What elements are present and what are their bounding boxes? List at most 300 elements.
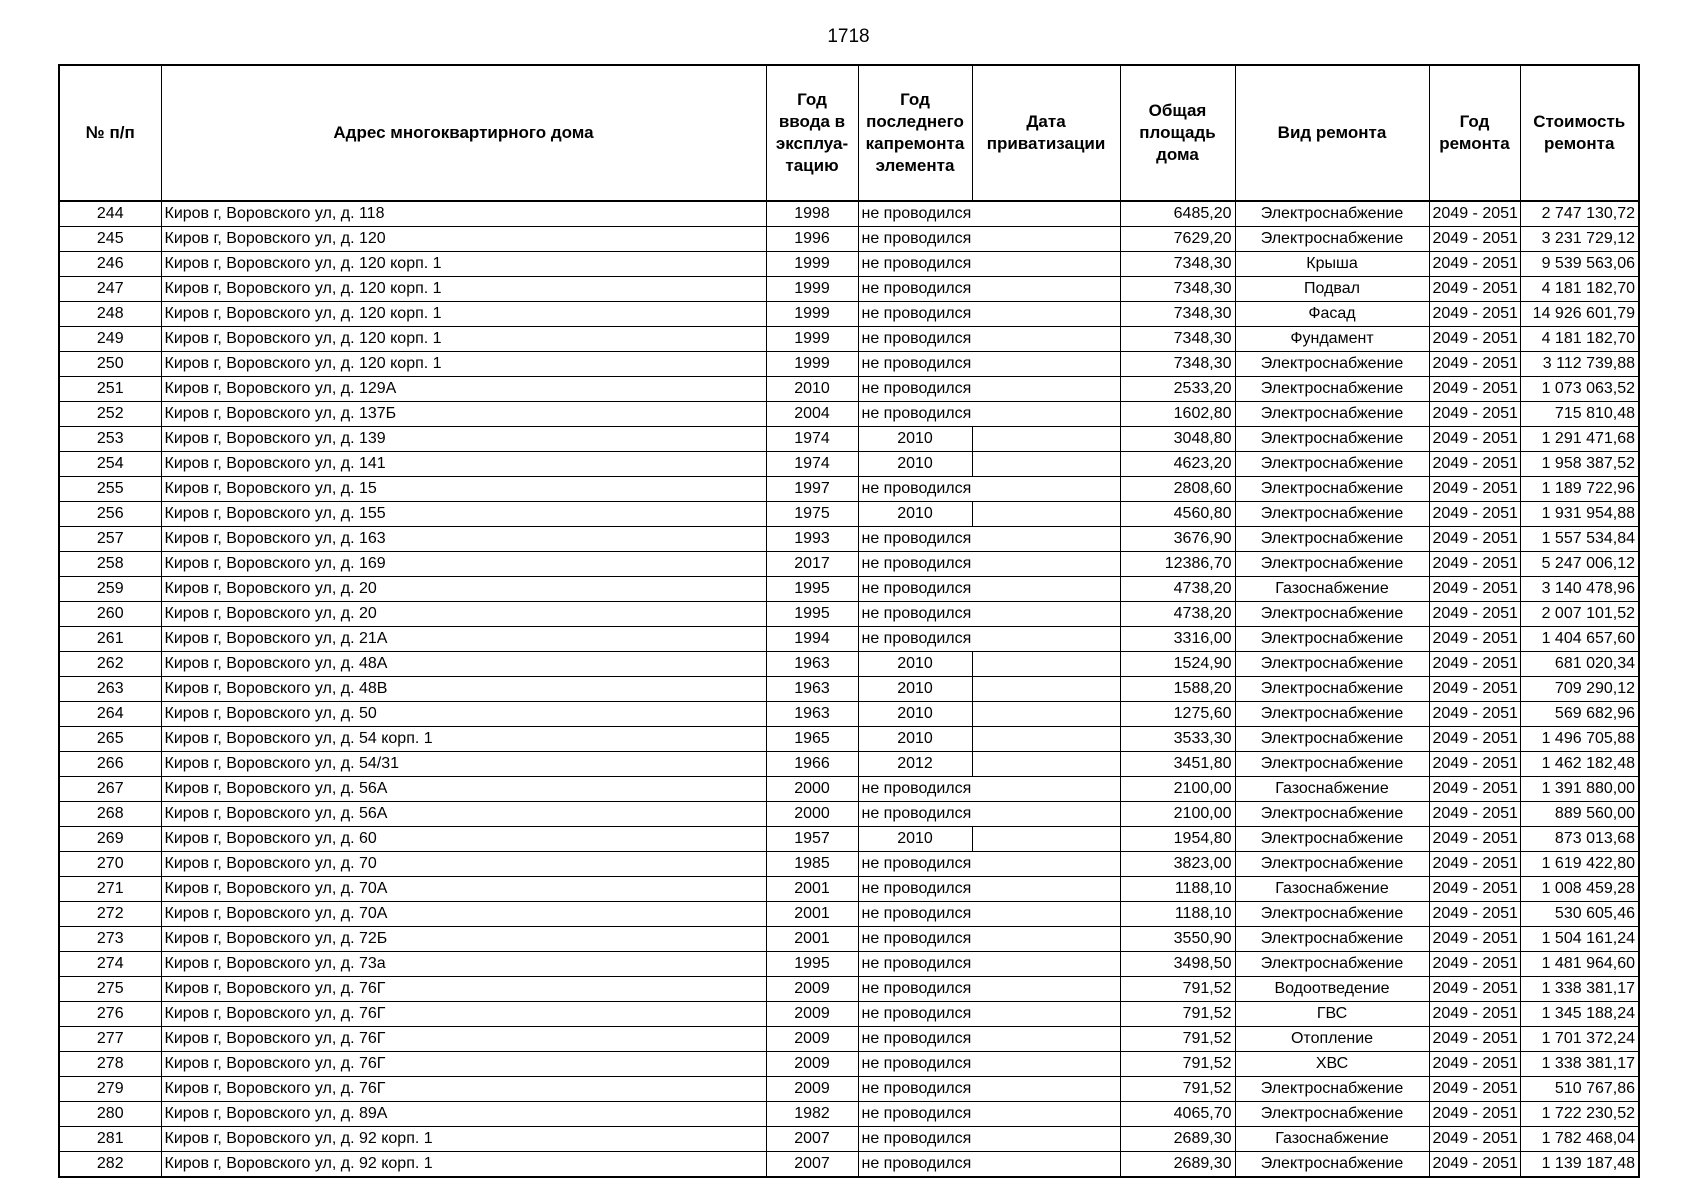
- cell-area: 2100,00: [1120, 777, 1235, 802]
- cell-year-built: 2007: [766, 1127, 858, 1152]
- cell-last-repair: не проводился: [858, 927, 972, 952]
- cell-privatization: [972, 477, 1120, 502]
- cell-num: 270: [59, 852, 161, 877]
- cell-cost: 1 139 187,48: [1520, 1152, 1639, 1178]
- cell-address: Киров г, Воровского ул, д. 76Г: [161, 1027, 766, 1052]
- cell-address: Киров г, Воровского ул, д. 76Г: [161, 977, 766, 1002]
- table-row: [59, 1152, 1639, 1178]
- cell-area: 12386,70: [1120, 552, 1235, 577]
- cell-last-repair: не проводился: [858, 552, 972, 577]
- table-row: [59, 652, 1639, 677]
- cell-last-repair: не проводился: [858, 902, 972, 927]
- cell-area: 4738,20: [1120, 602, 1235, 627]
- cell-cost: 1 557 534,84: [1520, 527, 1639, 552]
- cell-num: 281: [59, 1127, 161, 1152]
- cell-privatization: [972, 852, 1120, 877]
- cell-repair-year: 2049 - 2051: [1429, 1077, 1520, 1102]
- cell-repair-type: Подвал: [1235, 277, 1429, 302]
- cell-area: 7348,30: [1120, 302, 1235, 327]
- cell-repair-type: Электроснабжение: [1235, 477, 1429, 502]
- cell-address: Киров г, Воровского ул, д. 155: [161, 502, 766, 527]
- cell-repair-year: 2049 - 2051: [1429, 602, 1520, 627]
- cell-last-repair: 2010: [858, 727, 972, 752]
- cell-privatization: [972, 1152, 1120, 1178]
- cell-address: Киров г, Воровского ул, д. 120 корп. 1: [161, 277, 766, 302]
- cell-cost: 2 747 130,72: [1520, 201, 1639, 227]
- cell-repair-year: 2049 - 2051: [1429, 752, 1520, 777]
- cell-year-built: 1994: [766, 627, 858, 652]
- table-row: [59, 877, 1639, 902]
- table-row: [59, 427, 1639, 452]
- cell-cost: 1 504 161,24: [1520, 927, 1639, 952]
- cell-num: 247: [59, 277, 161, 302]
- cell-privatization: [972, 1002, 1120, 1027]
- cell-address: Киров г, Воровского ул, д. 92 корп. 1: [161, 1152, 766, 1178]
- cell-privatization: [972, 902, 1120, 927]
- cell-area: 791,52: [1120, 1077, 1235, 1102]
- cell-repair-year: 2049 - 2051: [1429, 302, 1520, 327]
- cell-repair-type: Газоснабжение: [1235, 1127, 1429, 1152]
- cell-cost: 5 247 006,12: [1520, 552, 1639, 577]
- cell-address: Киров г, Воровского ул, д. 118: [161, 201, 766, 227]
- cell-area: 2689,30: [1120, 1127, 1235, 1152]
- table-row: [59, 552, 1639, 577]
- cell-privatization: [972, 352, 1120, 377]
- cell-cost: 709 290,12: [1520, 677, 1639, 702]
- table-row: [59, 377, 1639, 402]
- table-row: [59, 727, 1639, 752]
- cell-last-repair: не проводился: [858, 302, 972, 327]
- cell-num: 272: [59, 902, 161, 927]
- cell-address: Киров г, Воровского ул, д. 54/31: [161, 752, 766, 777]
- cell-area: 2533,20: [1120, 377, 1235, 402]
- table-row: [59, 227, 1639, 252]
- header-last-repair: Год последнего капремонта элемента: [858, 65, 972, 201]
- cell-year-built: 1999: [766, 277, 858, 302]
- cell-repair-year: 2049 - 2051: [1429, 352, 1520, 377]
- cell-cost: 2 007 101,52: [1520, 602, 1639, 627]
- cell-repair-type: Электроснабжение: [1235, 502, 1429, 527]
- cell-area: 1188,10: [1120, 877, 1235, 902]
- cell-num: 254: [59, 452, 161, 477]
- table-row: [59, 702, 1639, 727]
- cell-last-repair: 2012: [858, 752, 972, 777]
- table-row: [59, 902, 1639, 927]
- cell-address: Киров г, Воровского ул, д. 129А: [161, 377, 766, 402]
- cell-address: Киров г, Воровского ул, д. 48А: [161, 652, 766, 677]
- cell-year-built: 1975: [766, 502, 858, 527]
- cell-privatization: [972, 677, 1120, 702]
- cell-cost: 1 291 471,68: [1520, 427, 1639, 452]
- cell-cost: 9 539 563,06: [1520, 252, 1639, 277]
- cell-last-repair: 2010: [858, 652, 972, 677]
- cell-last-repair: 2010: [858, 452, 972, 477]
- cell-year-built: 1999: [766, 327, 858, 352]
- cell-cost: 1 073 063,52: [1520, 377, 1639, 402]
- cell-cost: 1 481 964,60: [1520, 952, 1639, 977]
- cell-repair-type: Электроснабжение: [1235, 927, 1429, 952]
- page-number: 1718: [827, 26, 870, 47]
- cell-repair-year: 2049 - 2051: [1429, 877, 1520, 902]
- cell-last-repair: не проводился: [858, 802, 972, 827]
- cell-privatization: [972, 1127, 1120, 1152]
- cell-year-built: 1963: [766, 677, 858, 702]
- table-row: [59, 352, 1639, 377]
- cell-cost: 3 140 478,96: [1520, 577, 1639, 602]
- cell-cost: 3 112 739,88: [1520, 352, 1639, 377]
- cell-repair-year: 2049 - 2051: [1429, 977, 1520, 1002]
- cell-privatization: [972, 702, 1120, 727]
- cell-num: 261: [59, 627, 161, 652]
- table-row: [59, 952, 1639, 977]
- cell-year-built: 1993: [766, 527, 858, 552]
- table-row: [59, 302, 1639, 327]
- cell-year-built: 1966: [766, 752, 858, 777]
- cell-num: 244: [59, 201, 161, 227]
- cell-address: Киров г, Воровского ул, д. 56А: [161, 802, 766, 827]
- cell-year-built: 1963: [766, 702, 858, 727]
- table-body: [59, 201, 1639, 1177]
- cell-last-repair: не проводился: [858, 1127, 972, 1152]
- cell-year-built: 1999: [766, 252, 858, 277]
- cell-num: 268: [59, 802, 161, 827]
- cell-privatization: [972, 877, 1120, 902]
- cell-area: 4738,20: [1120, 577, 1235, 602]
- repair-schedule-table: [58, 64, 1640, 1178]
- cell-address: Киров г, Воровского ул, д. 120 корп. 1: [161, 302, 766, 327]
- cell-year-built: 2004: [766, 402, 858, 427]
- cell-repair-type: ХВС: [1235, 1052, 1429, 1077]
- cell-repair-type: Электроснабжение: [1235, 802, 1429, 827]
- cell-year-built: 1982: [766, 1102, 858, 1127]
- cell-repair-type: Электроснабжение: [1235, 852, 1429, 877]
- cell-cost: 1 931 954,88: [1520, 502, 1639, 527]
- cell-privatization: [972, 1027, 1120, 1052]
- cell-repair-year: 2049 - 2051: [1429, 1102, 1520, 1127]
- cell-repair-year: 2049 - 2051: [1429, 201, 1520, 227]
- cell-num: 263: [59, 677, 161, 702]
- cell-year-built: 2000: [766, 802, 858, 827]
- cell-num: 246: [59, 252, 161, 277]
- cell-year-built: 2009: [766, 977, 858, 1002]
- cell-year-built: 2009: [766, 1002, 858, 1027]
- cell-cost: 510 767,86: [1520, 1077, 1639, 1102]
- table-row: [59, 1027, 1639, 1052]
- cell-num: 266: [59, 752, 161, 777]
- cell-num: 282: [59, 1152, 161, 1178]
- cell-repair-type: Электроснабжение: [1235, 402, 1429, 427]
- table-row: [59, 777, 1639, 802]
- cell-address: Киров г, Воровского ул, д. 60: [161, 827, 766, 852]
- cell-cost: 889 560,00: [1520, 802, 1639, 827]
- cell-area: 791,52: [1120, 1052, 1235, 1077]
- cell-area: 3498,50: [1120, 952, 1235, 977]
- cell-repair-type: ГВС: [1235, 1002, 1429, 1027]
- cell-repair-type: Электроснабжение: [1235, 902, 1429, 927]
- cell-num: 265: [59, 727, 161, 752]
- cell-num: 269: [59, 827, 161, 852]
- cell-last-repair: не проводился: [858, 1077, 972, 1102]
- cell-privatization: [972, 527, 1120, 552]
- cell-year-built: 2017: [766, 552, 858, 577]
- cell-num: 264: [59, 702, 161, 727]
- cell-repair-year: 2049 - 2051: [1429, 402, 1520, 427]
- cell-num: 267: [59, 777, 161, 802]
- cell-repair-year: 2049 - 2051: [1429, 552, 1520, 577]
- cell-privatization: [972, 1052, 1120, 1077]
- cell-last-repair: не проводился: [858, 1052, 972, 1077]
- cell-num: 250: [59, 352, 161, 377]
- cell-area: 3533,30: [1120, 727, 1235, 752]
- cell-year-built: 2001: [766, 877, 858, 902]
- cell-privatization: [972, 577, 1120, 602]
- header-year-built: Год ввода в эксплуа-тацию: [766, 65, 858, 201]
- cell-repair-year: 2049 - 2051: [1429, 927, 1520, 952]
- cell-repair-year: 2049 - 2051: [1429, 627, 1520, 652]
- cell-repair-year: 2049 - 2051: [1429, 452, 1520, 477]
- table-row: [59, 1052, 1639, 1077]
- cell-last-repair: 2010: [858, 677, 972, 702]
- table-row: [59, 452, 1639, 477]
- cell-repair-year: 2049 - 2051: [1429, 252, 1520, 277]
- cell-area: 1188,10: [1120, 902, 1235, 927]
- cell-cost: 14 926 601,79: [1520, 302, 1639, 327]
- table-row: [59, 1127, 1639, 1152]
- cell-repair-type: Отопление: [1235, 1027, 1429, 1052]
- cell-year-built: 2007: [766, 1152, 858, 1178]
- cell-year-built: 1985: [766, 852, 858, 877]
- cell-address: Киров г, Воровского ул, д. 70А: [161, 877, 766, 902]
- cell-cost: 4 181 182,70: [1520, 327, 1639, 352]
- header-repair-year: Год ремонта: [1429, 65, 1520, 201]
- cell-area: 7629,20: [1120, 227, 1235, 252]
- cell-year-built: 1965: [766, 727, 858, 752]
- cell-address: Киров г, Воровского ул, д. 169: [161, 552, 766, 577]
- cell-year-built: 1963: [766, 652, 858, 677]
- cell-repair-type: Электроснабжение: [1235, 1102, 1429, 1127]
- cell-area: 3048,80: [1120, 427, 1235, 452]
- cell-last-repair: не проводился: [858, 227, 972, 252]
- table-row: [59, 402, 1639, 427]
- cell-last-repair: не проводился: [858, 627, 972, 652]
- table-row: [59, 477, 1639, 502]
- cell-cost: 1 462 182,48: [1520, 752, 1639, 777]
- cell-privatization: [972, 752, 1120, 777]
- cell-last-repair: не проводился: [858, 602, 972, 627]
- cell-privatization: [972, 402, 1120, 427]
- table-row: [59, 201, 1639, 227]
- table-row: [59, 577, 1639, 602]
- cell-privatization: [972, 602, 1120, 627]
- header-num: № п/п: [59, 65, 161, 201]
- cell-privatization: [972, 827, 1120, 852]
- cell-repair-type: Газоснабжение: [1235, 777, 1429, 802]
- cell-year-built: 2000: [766, 777, 858, 802]
- cell-area: 2689,30: [1120, 1152, 1235, 1178]
- cell-last-repair: не проводился: [858, 352, 972, 377]
- cell-area: 1275,60: [1120, 702, 1235, 727]
- cell-last-repair: 2010: [858, 702, 972, 727]
- cell-repair-type: Электроснабжение: [1235, 652, 1429, 677]
- cell-last-repair: не проводился: [858, 1002, 972, 1027]
- cell-address: Киров г, Воровского ул, д. 20: [161, 602, 766, 627]
- table-row: [59, 602, 1639, 627]
- cell-repair-year: 2049 - 2051: [1429, 1052, 1520, 1077]
- cell-repair-year: 2049 - 2051: [1429, 952, 1520, 977]
- cell-year-built: 2001: [766, 927, 858, 952]
- cell-repair-year: 2049 - 2051: [1429, 377, 1520, 402]
- cell-year-built: 1995: [766, 577, 858, 602]
- cell-repair-year: 2049 - 2051: [1429, 477, 1520, 502]
- cell-address: Киров г, Воровского ул, д. 120: [161, 227, 766, 252]
- cell-num: 279: [59, 1077, 161, 1102]
- cell-repair-year: 2049 - 2051: [1429, 852, 1520, 877]
- cell-area: 2100,00: [1120, 802, 1235, 827]
- cell-privatization: [972, 427, 1120, 452]
- cell-repair-type: Электроснабжение: [1235, 952, 1429, 977]
- cell-privatization: [972, 552, 1120, 577]
- cell-address: Киров г, Воровского ул, д. 120 корп. 1: [161, 252, 766, 277]
- cell-repair-type: Крыша: [1235, 252, 1429, 277]
- cell-cost: 530 605,46: [1520, 902, 1639, 927]
- cell-privatization: [972, 252, 1120, 277]
- header-repair-type: Вид ремонта: [1235, 65, 1429, 201]
- cell-cost: 715 810,48: [1520, 402, 1639, 427]
- cell-area: 3451,80: [1120, 752, 1235, 777]
- cell-area: 7348,30: [1120, 352, 1235, 377]
- header-area: Общая площадь дома: [1120, 65, 1235, 201]
- table-row: [59, 1102, 1639, 1127]
- cell-last-repair: не проводился: [858, 201, 972, 227]
- cell-num: 248: [59, 302, 161, 327]
- cell-address: Киров г, Воровского ул, д. 92 корп. 1: [161, 1127, 766, 1152]
- table-row: [59, 827, 1639, 852]
- cell-repair-type: Электроснабжение: [1235, 602, 1429, 627]
- cell-area: 4065,70: [1120, 1102, 1235, 1127]
- cell-year-built: 2009: [766, 1052, 858, 1077]
- cell-repair-year: 2049 - 2051: [1429, 727, 1520, 752]
- cell-privatization: [972, 627, 1120, 652]
- cell-cost: 1 496 705,88: [1520, 727, 1639, 752]
- cell-last-repair: не проводился: [858, 1027, 972, 1052]
- cell-year-built: 1957: [766, 827, 858, 852]
- cell-year-built: 1974: [766, 427, 858, 452]
- cell-cost: 1 345 188,24: [1520, 1002, 1639, 1027]
- cell-num: 256: [59, 502, 161, 527]
- cell-year-built: 1998: [766, 201, 858, 227]
- cell-repair-year: 2049 - 2051: [1429, 1152, 1520, 1178]
- cell-repair-type: Электроснабжение: [1235, 452, 1429, 477]
- cell-privatization: [972, 802, 1120, 827]
- cell-repair-year: 2049 - 2051: [1429, 802, 1520, 827]
- header-privatization: Дата приватизации: [972, 65, 1120, 201]
- cell-num: 277: [59, 1027, 161, 1052]
- cell-last-repair: 2010: [858, 502, 972, 527]
- cell-area: 791,52: [1120, 1002, 1235, 1027]
- table-row: [59, 527, 1639, 552]
- cell-last-repair: 2010: [858, 427, 972, 452]
- cell-repair-year: 2049 - 2051: [1429, 502, 1520, 527]
- cell-repair-type: Водоотведение: [1235, 977, 1429, 1002]
- cell-last-repair: не проводился: [858, 777, 972, 802]
- cell-year-built: 2009: [766, 1027, 858, 1052]
- cell-last-repair: не проводился: [858, 1152, 972, 1178]
- cell-repair-year: 2049 - 2051: [1429, 527, 1520, 552]
- cell-address: Киров г, Воровского ул, д. 54 корп. 1: [161, 727, 766, 752]
- cell-last-repair: не проводился: [858, 252, 972, 277]
- cell-area: 6485,20: [1120, 201, 1235, 227]
- cell-num: 275: [59, 977, 161, 1002]
- cell-num: 273: [59, 927, 161, 952]
- cell-privatization: [972, 777, 1120, 802]
- cell-address: Киров г, Воровского ул, д. 21А: [161, 627, 766, 652]
- cell-area: 791,52: [1120, 1027, 1235, 1052]
- cell-repair-type: Электроснабжение: [1235, 727, 1429, 752]
- cell-num: 280: [59, 1102, 161, 1127]
- cell-cost: 1 008 459,28: [1520, 877, 1639, 902]
- cell-year-built: 2010: [766, 377, 858, 402]
- cell-repair-type: Электроснабжение: [1235, 201, 1429, 227]
- cell-repair-year: 2049 - 2051: [1429, 902, 1520, 927]
- cell-num: 262: [59, 652, 161, 677]
- cell-address: Киров г, Воровского ул, д. 70: [161, 852, 766, 877]
- cell-last-repair: не проводился: [858, 852, 972, 877]
- cell-repair-type: Электроснабжение: [1235, 752, 1429, 777]
- table-row: [59, 1002, 1639, 1027]
- cell-year-built: 1999: [766, 302, 858, 327]
- cell-repair-type: Электроснабжение: [1235, 827, 1429, 852]
- cell-repair-type: Электроснабжение: [1235, 677, 1429, 702]
- cell-last-repair: не проводился: [858, 877, 972, 902]
- cell-area: 7348,30: [1120, 252, 1235, 277]
- cell-repair-year: 2049 - 2051: [1429, 1127, 1520, 1152]
- cell-privatization: [972, 377, 1120, 402]
- cell-privatization: [972, 302, 1120, 327]
- cell-last-repair: не проводился: [858, 277, 972, 302]
- cell-repair-year: 2049 - 2051: [1429, 577, 1520, 602]
- cell-cost: 1 338 381,17: [1520, 1052, 1639, 1077]
- cell-area: 7348,30: [1120, 327, 1235, 352]
- cell-last-repair: не проводился: [858, 527, 972, 552]
- cell-cost: 1 958 387,52: [1520, 452, 1639, 477]
- cell-last-repair: 2010: [858, 827, 972, 852]
- cell-address: Киров г, Воровского ул, д. 76Г: [161, 1002, 766, 1027]
- cell-num: 271: [59, 877, 161, 902]
- table-row: [59, 627, 1639, 652]
- cell-year-built: 1995: [766, 602, 858, 627]
- cell-num: 245: [59, 227, 161, 252]
- table-row: [59, 752, 1639, 777]
- cell-privatization: [972, 452, 1120, 477]
- cell-repair-type: Электроснабжение: [1235, 377, 1429, 402]
- cell-cost: 1 391 880,00: [1520, 777, 1639, 802]
- cell-repair-year: 2049 - 2051: [1429, 427, 1520, 452]
- cell-repair-year: 2049 - 2051: [1429, 327, 1520, 352]
- cell-area: 3676,90: [1120, 527, 1235, 552]
- cell-repair-type: Электроснабжение: [1235, 352, 1429, 377]
- table-row: [59, 1077, 1639, 1102]
- cell-area: 4623,20: [1120, 452, 1235, 477]
- cell-area: 1954,80: [1120, 827, 1235, 852]
- cell-repair-year: 2049 - 2051: [1429, 227, 1520, 252]
- cell-cost: 569 682,96: [1520, 702, 1639, 727]
- cell-address: Киров г, Воровского ул, д. 48В: [161, 677, 766, 702]
- cell-last-repair: не проводился: [858, 377, 972, 402]
- cell-repair-year: 2049 - 2051: [1429, 827, 1520, 852]
- cell-area: 3316,00: [1120, 627, 1235, 652]
- cell-cost: 1 404 657,60: [1520, 627, 1639, 652]
- cell-repair-type: Электроснабжение: [1235, 552, 1429, 577]
